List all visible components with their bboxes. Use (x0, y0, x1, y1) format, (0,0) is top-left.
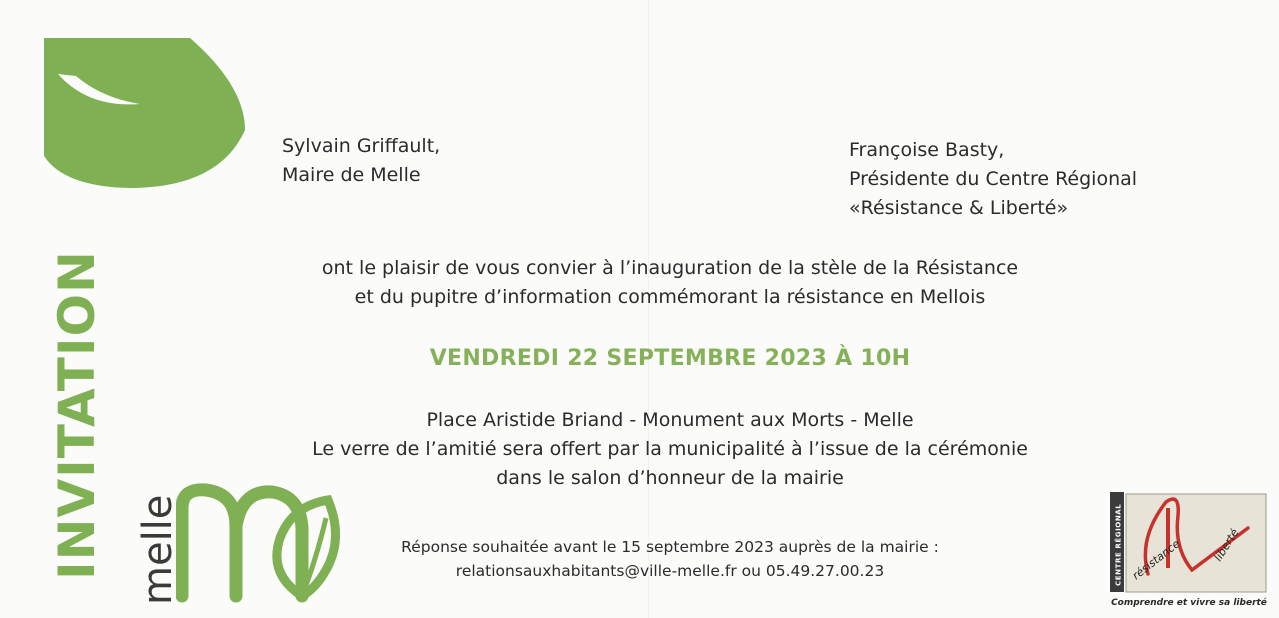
president-block (849, 136, 1137, 223)
crl-tagline: Comprendre et vivre sa liberté (1111, 598, 1267, 608)
mayor-role: Maire de Melle (282, 164, 421, 186)
mayor-name: Sylvain Griffault, (282, 135, 441, 157)
president-role: Présidente du Centre Régional (849, 168, 1138, 190)
rsvp-contact: relationsauxhabitants@ville-melle.fr ou 05.49.27.00.23 (455, 562, 885, 580)
invitation-text (250, 254, 1090, 312)
crl-band-text: CENTRE RÉGIONAL (1114, 503, 1123, 586)
melle-logo-word: melle (135, 494, 181, 605)
president-org: «Résistance & Liberté» (849, 197, 1069, 219)
invitation-line-1: ont le plaisir de vous convier à l’inauguration de la stèle de la Résistance (321, 257, 1019, 279)
crl-word-resistance: résistance (1129, 537, 1183, 583)
location-block (250, 406, 1090, 493)
invitation-title: INVITATION (48, 250, 106, 580)
president-name: Françoise Basty, (849, 139, 1005, 161)
mayor-block (282, 132, 440, 190)
location-line-2: Le verre de l’amitié sera offert par la municipalité à l’issue de la cérémonie (312, 438, 1028, 460)
invitation-line-2: et du pupitre d’information commémorant la résistance en Mellois (354, 286, 986, 308)
crl-word-liberte: liberté (1211, 526, 1242, 564)
event-date: VENDREDI 22 SEPTEMBRE 2023 À 10H (429, 346, 911, 371)
rsvp-line-1: Réponse souhaitée avant le 15 septembre 2023 auprès de la mairie : (401, 538, 939, 556)
resistance-liberte-logo (1108, 488, 1268, 596)
leaf-logo (40, 36, 250, 192)
location-line-1: Place Aristide Briand - Monument aux Morts - Melle (426, 409, 914, 431)
rsvp-block (300, 535, 1040, 583)
location-line-3: dans le salon d’honneur de la mairie (496, 467, 844, 489)
